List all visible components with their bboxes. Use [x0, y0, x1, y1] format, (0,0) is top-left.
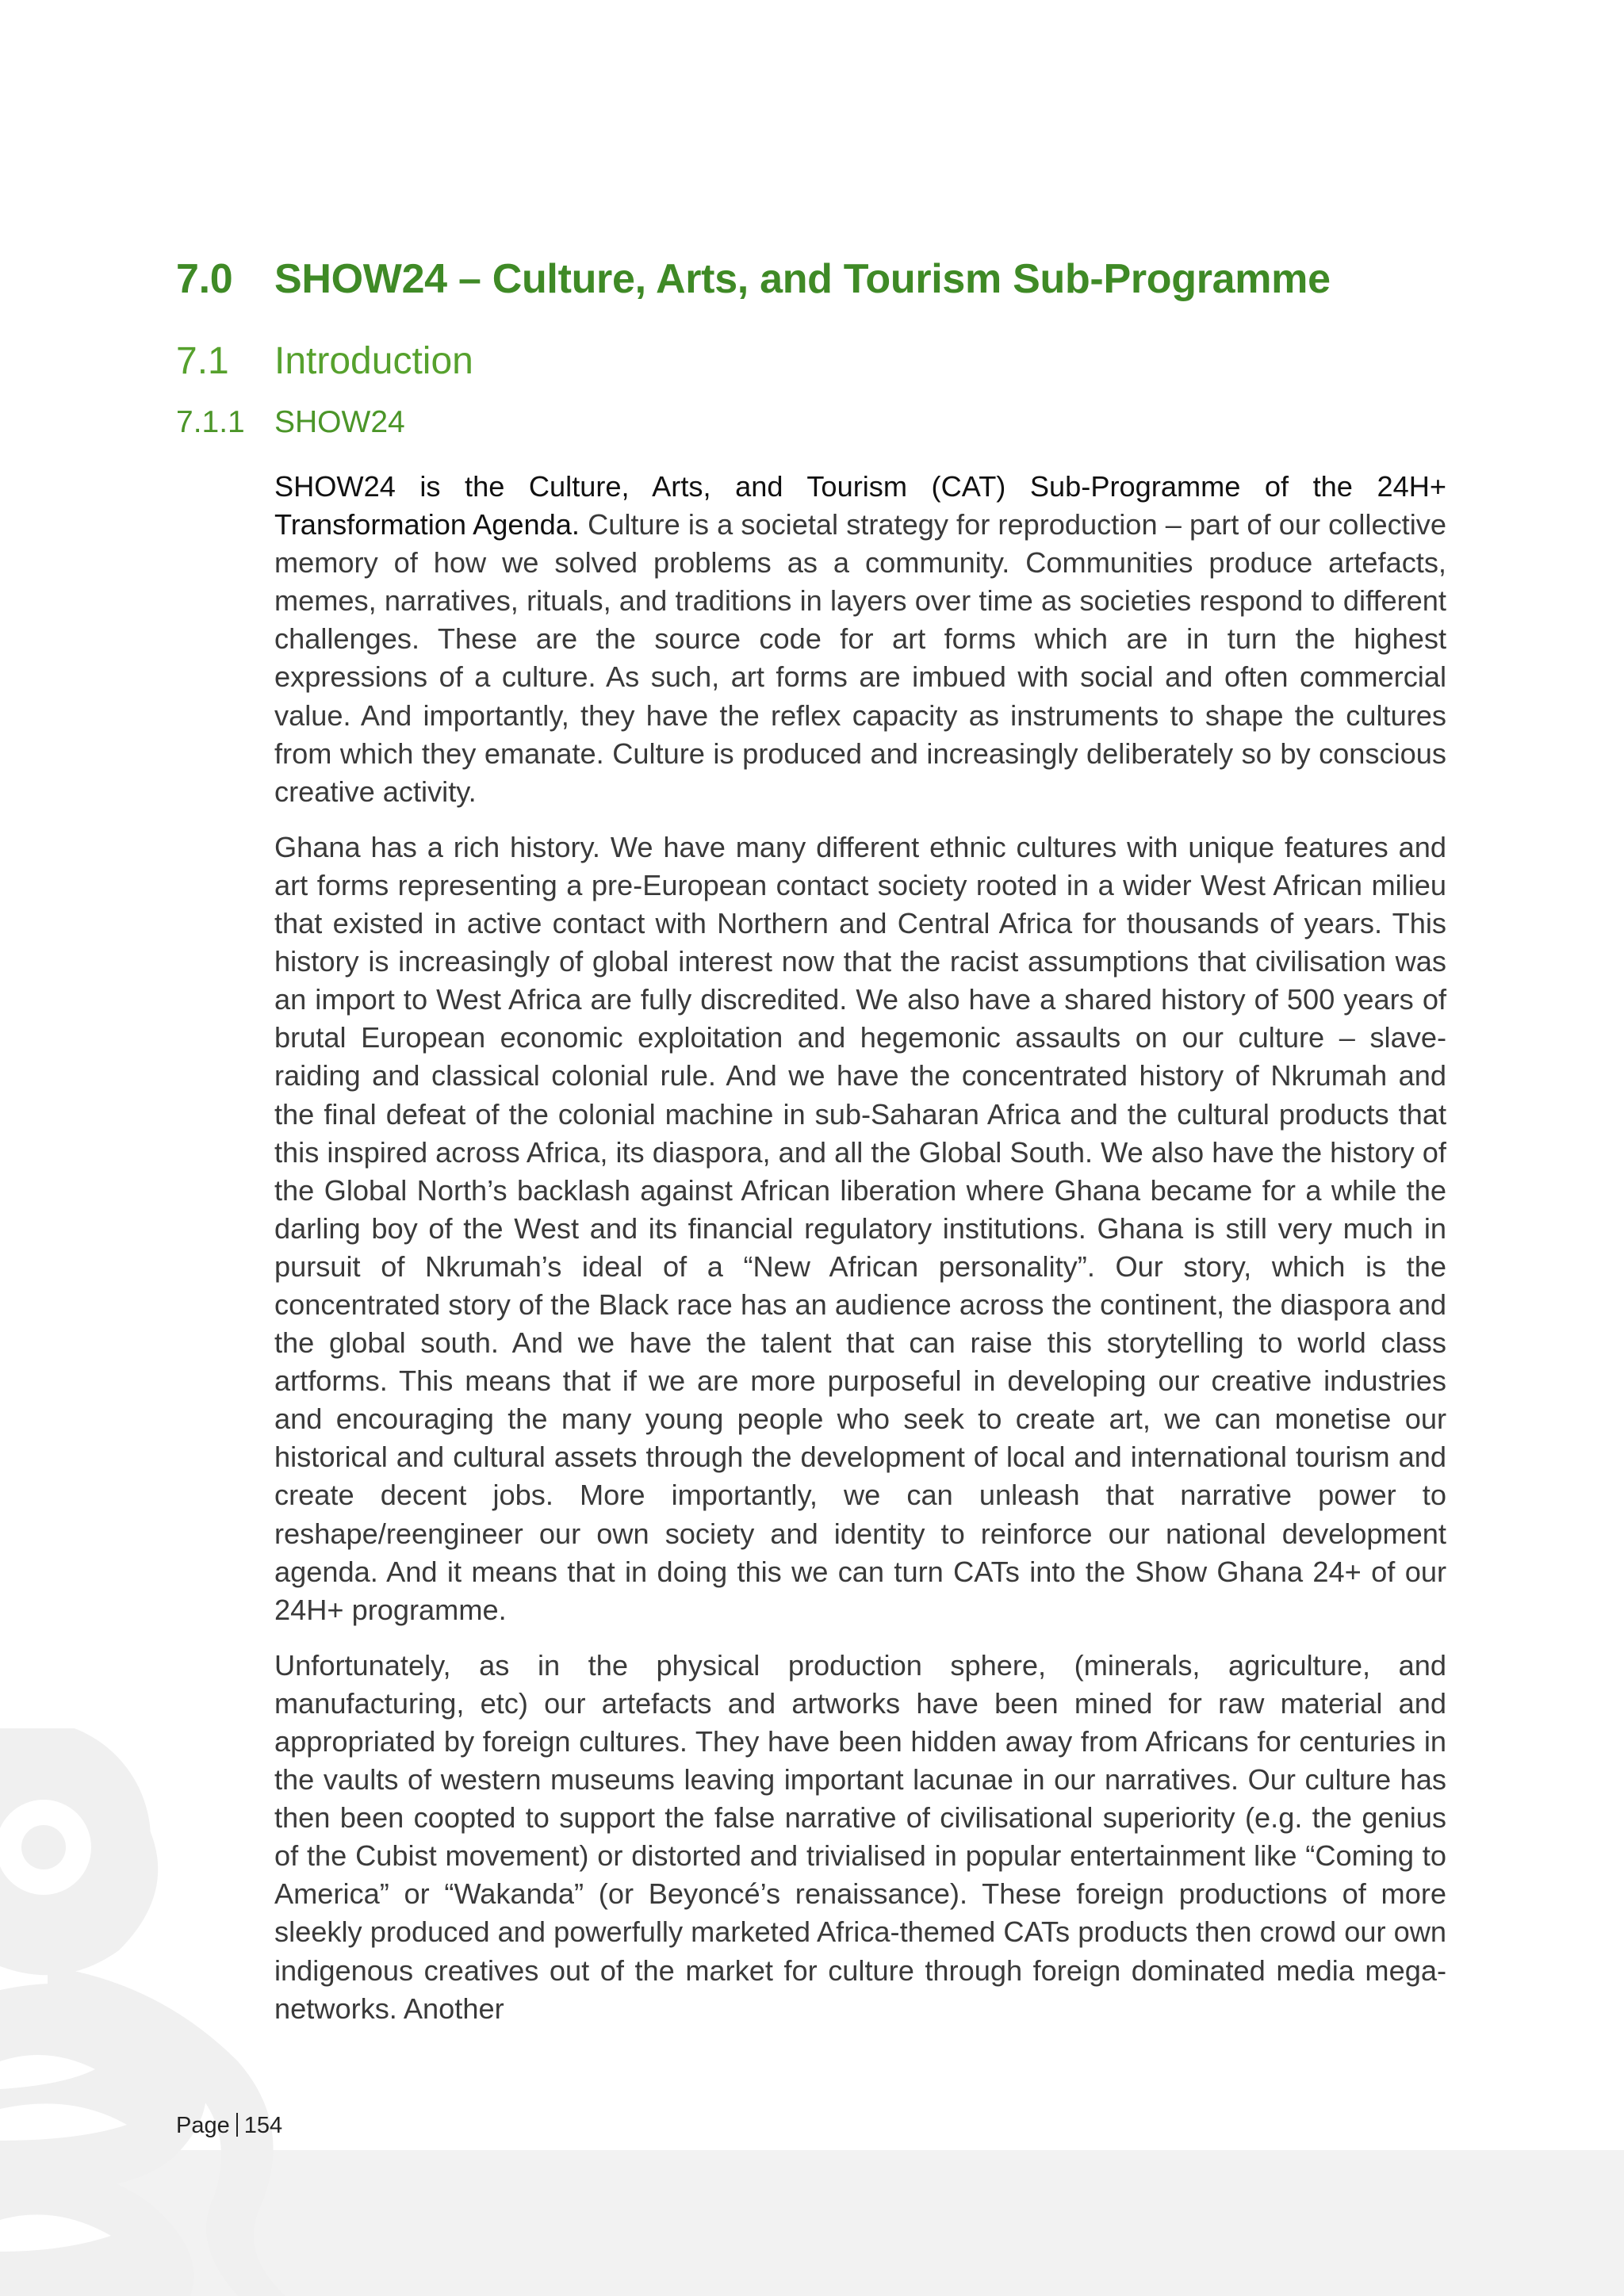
paragraph-1-lead: SHOW24 is the Culture, Arts, and Tourism (CAT) Sub-Programme of the 24H+ Transformation Agenda.	[274, 470, 1446, 541]
page-separator	[236, 2113, 238, 2137]
section-heading	[176, 339, 473, 383]
chapter-number: 7.0	[176, 256, 233, 302]
subsection-number: 7.1.1	[176, 405, 245, 439]
chapter-heading	[176, 255, 1331, 303]
subsection-title: SHOW24	[274, 405, 405, 439]
section-number: 7.1	[176, 340, 229, 382]
page-label: Page	[176, 2113, 230, 2138]
body-text	[274, 468, 1446, 2045]
chapter-title: SHOW24 – Culture, Arts, and Tourism Sub-Programme	[274, 256, 1331, 302]
paragraph-2: Ghana has a rich history. We have many different ethnic cultures with unique features and art forms representing a pre-European contact society rooted in a wider West African milieu that existed in active contact with Northern and Central Africa for thousands of years. This history is increasingly of global interest now that the racist assumptions that civilisation was an import to West Africa are fully discredited. We also have a shared history of 500 years of brutal European economic exploitation and hegemonic assaults on our culture – slave-raiding and classical colonial rule. And we have the concentrated history of Nkrumah and the final defeat of the colonial machine in sub-Saharan Africa and the cultural products that this inspired across Africa, its diaspora, and all the Global South. We also have the history of the Global North’s backlash against African liberation where Ghana became for a while the darling boy of the West and its financial regulatory institutions. Ghana is still very much in pursuit of Nkrumah’s ideal of a “New African personality”. Our story, which is the concentrated story of the Black race has an audience across the continent, the diaspora and the global south. And we have the talent that can raise this storytelling to world class artforms. This means that if we are more purposeful in developing our creative industries and encouraging the many young people who seek to create art, we can monetise our historical and cultural assets through the development of local and international tourism and create decent jobs. More importantly, we can unleash that narrative power to reshape/reengineer our own society and identity to reinforce our national development agenda. And it means that in doing this we can turn CATs into the Show Ghana 24+ of our 24H+ programme.	[274, 830, 1446, 1626]
subsection-heading	[176, 405, 405, 440]
paragraph-3: Unfortunately, as in the physical production sphere, (minerals, agriculture, and manufacturing, etc) our artefacts and artworks have been mined for raw material and appropriated by foreign cultures. They have been hidden away from Africans for centuries in the vaults of western museums leaving important lacunae in our narratives. Our culture has then been coopted to support the false narrative of civilisational superiority (e.g. the genius of the Cubist movement) or distorted and trivialised in popular entertainment like “Coming to America” or “Wakanda” (or Beyoncé’s renaissance). These foreign productions of more sleekly produced and powerfully marketed Africa-themed CATs products then crowd our own indigenous creatives out of the market for culture through foreign dominated media mega-networks. Another	[274, 1648, 1446, 2025]
page-number: 154	[243, 2113, 283, 2138]
paragraph-1	[274, 468, 1446, 811]
section-title: Introduction	[274, 340, 473, 382]
paragraph-1-rest: Culture is a societal strategy for reproduction – part of our collective memory of how we solved problems as a community. Communities produce artefacts, memes, narratives, rituals, and traditions in layers over time as societies respond to different challenges. These are the source code for art forms which are in turn the highest expressions of a culture. As such, art forms are imbued with social and often commercial value. And importantly, they have the reflex capacity as instruments to shape the cultures from which they emanate. Culture is produced and increasingly deliberately so by conscious creative activity.	[274, 508, 1446, 808]
page-number-footer	[176, 2113, 282, 2139]
